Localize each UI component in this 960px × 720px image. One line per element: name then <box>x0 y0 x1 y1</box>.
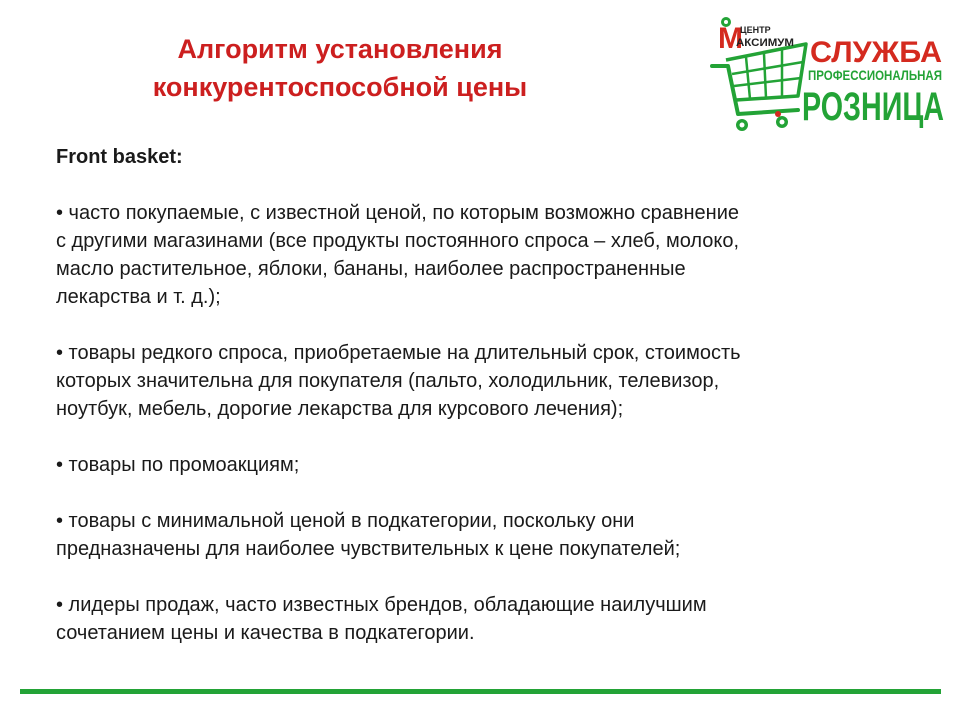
bullet-item <box>56 339 906 423</box>
logo-brand-name: АКСИМУМ <box>736 37 794 49</box>
bullet-line: сочетанием цены и качества в подкатегории. <box>56 622 475 644</box>
section-heading: Front basket: <box>56 146 183 168</box>
bullet-line: масло растительное, яблоки, бананы, наиболее распространенные <box>56 258 686 280</box>
title-line-2: конкурентоспособной цены <box>152 72 528 102</box>
logo-line-3: РОЗНИЦА <box>802 85 944 129</box>
bullet-line: • товары с минимальной ценой в подкатегории, поскольку они <box>56 510 635 532</box>
logo-brand-initial: М <box>718 22 743 55</box>
bullet-item <box>56 591 906 647</box>
bullet-line: с другими магазинами (все продукты постоянного спроса – хлеб, молоко, <box>56 230 740 252</box>
slide-title <box>60 30 620 106</box>
logo-top-word: ЦЕНТР <box>740 25 771 35</box>
footer-divider <box>20 689 941 694</box>
bullet-line: предназначены для наиболее чувствительных к цене покупателей; <box>56 538 681 560</box>
bullet-line: • товары редкого спроса, приобретаемые на длительный срок, стоимость <box>56 342 741 364</box>
bullet-line: • товары по промоакциям; <box>56 454 300 476</box>
bullet-line: лекарства и т. д.); <box>56 286 221 308</box>
slide-body <box>56 143 906 647</box>
company-logo <box>706 14 946 139</box>
logo-line-1: СЛУЖБА <box>810 36 942 69</box>
logo-line-2: ПРОФЕССИОНАЛЬНАЯ <box>808 67 942 83</box>
bullet-line: • часто покупаемые, с известной ценой, по которым возможно сравнение <box>56 202 739 224</box>
bullet-item <box>56 507 906 563</box>
bullet-item <box>56 451 906 479</box>
title-line-1: Алгоритм установления <box>177 34 503 64</box>
bullet-line: которых значительна для покупателя (пальто, холодильник, телевизор, <box>56 370 720 392</box>
bullet-line: • лидеры продаж, часто известных брендов, обладающие наилучшим <box>56 594 707 616</box>
bullet-line: ноутбук, мебель, дорогие лекарства для курсового лечения); <box>56 398 624 420</box>
bullet-item <box>56 199 906 311</box>
